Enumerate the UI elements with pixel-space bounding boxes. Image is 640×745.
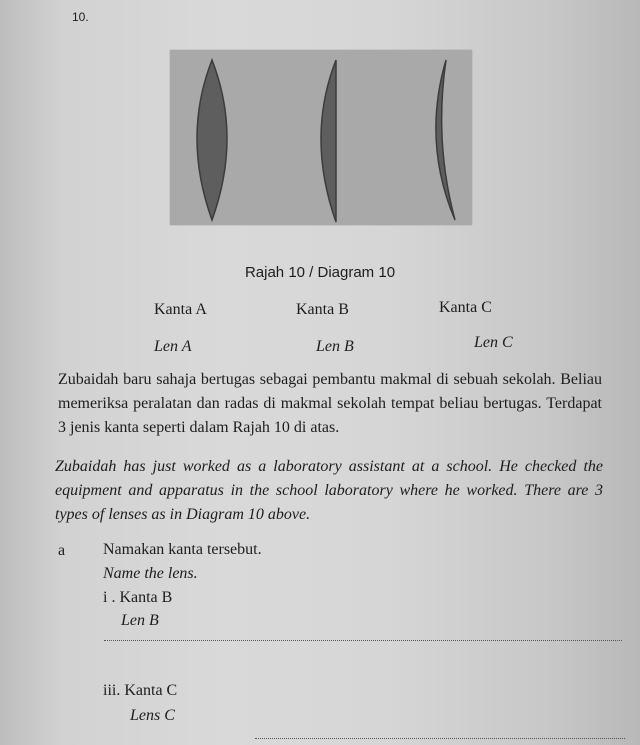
part-a-instruction-malay: Namakan kanta tersebut.: [103, 541, 262, 558]
lens-b-shape: [321, 60, 336, 222]
paragraph-malay: Zubaidah baru sahaja bertugas sebagai pembantu makmal di sebuah sekolah. Beliau memeriksa peralatan dan radas di makmal sekolah tempat beliau bertugas. Terdapat 3 jenis kanta seperti dalam Rajah 10 di atas.: [58, 371, 602, 436]
diagram-caption: Rajah 10 / Diagram 10: [244, 264, 396, 281]
label-kanta-b: Kanta B: [296, 301, 349, 318]
part-a-instruction-english: Name the lens.: [103, 565, 198, 582]
sub-question-i-label: i . Kanta B: [103, 589, 173, 606]
answer-line-iii: [255, 738, 625, 739]
sub-question-i-answer: Len B: [121, 612, 159, 629]
label-len-c: Len C: [474, 334, 513, 351]
part-a-label: a: [58, 542, 66, 559]
sub-question-iii-label: iii. Kanta C: [103, 682, 178, 699]
answer-line-i: [104, 640, 622, 641]
label-kanta-a: Kanta A: [154, 301, 207, 318]
lens-c-shape: [436, 60, 455, 220]
question-number: 10.: [72, 10, 89, 24]
lens-a-shape: [197, 60, 227, 220]
sub-question-iii-answer: Lens C: [130, 707, 175, 724]
label-len-a: Len A: [154, 338, 192, 355]
paragraph-english: Zubaidah has just worked as a laboratory assistant at a school. He checked the equipment and apparatus in the school laboratory where he worked. There are 3 types of lenses as in Diagram 10 above.: [55, 458, 603, 523]
label-len-b: Len B: [316, 338, 354, 355]
label-kanta-c: Kanta C: [439, 299, 492, 316]
lens-diagram: [170, 50, 472, 225]
